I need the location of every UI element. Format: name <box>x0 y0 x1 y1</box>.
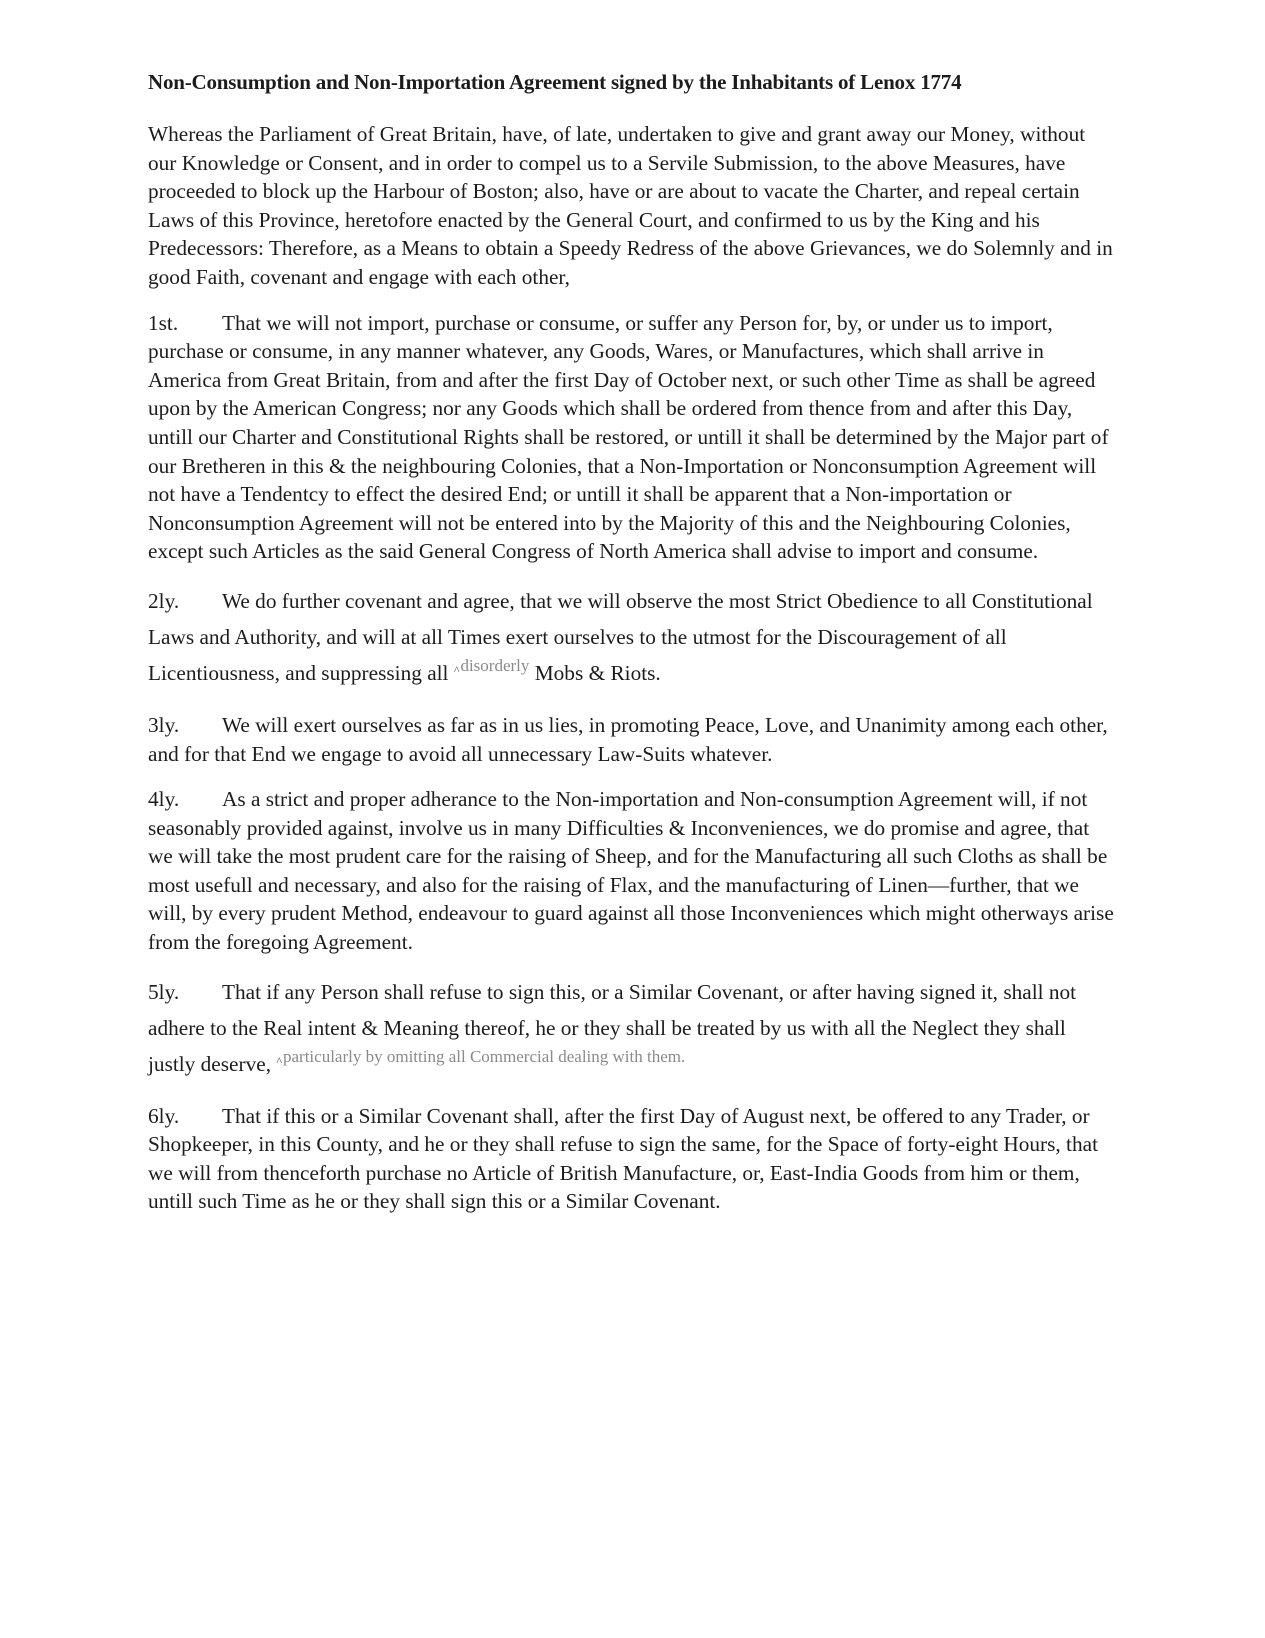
insertion-caret: ^ <box>276 1053 282 1068</box>
article-3 <box>148 711 1118 768</box>
article-text: As a strict and proper adherance to the Non-importation and Non-consumption Agreement will, if not seasonably provided against, involve us in many Difficulties & Inconveniences, we do promise and agree, that we will take the most prudent care for the raising of Sheep, and for the Manufacturing all such Cloths as shall be most usefull and necessary, and also for the raising of Flax, and the manufacturing of Linen—further, that we will, by every prudent Method, endeavour to guard against all those Inconveniences which might otherways arise from the foregoing Agreement. <box>148 787 1114 955</box>
interlinear-insertion: disorderly <box>460 655 530 675</box>
article-text-continued: Mobs & Riots. <box>534 660 661 685</box>
article-number: 1st. <box>148 310 179 335</box>
article-2 <box>148 583 1118 694</box>
preamble-paragraph: Whereas the Parliament of Great Britain, have, of late, undertaken to give and grant away our Money, without our Knowledge or Consent, and in order to compel us to a Servile Submission, to the above Measures, have proceeded to block up the Harbour of Boston; also, have or are about to vacate the Charter, and repeal certain Laws of this Province, heretofore enacted by the General Court, and confirmed to us by the King and his Predecessors: Therefore, as a Means to obtain a Speedy Redress of the above Grievances, we do Solemnly and in good Faith, covenant and engage with each other, <box>148 122 1113 289</box>
article-5 <box>148 974 1118 1085</box>
article-number: 6ly. <box>148 1103 180 1128</box>
document-title: Non-Consumption and Non-Importation Agreement signed by the Inhabitants of Lenox 1774 <box>148 70 962 94</box>
article-number: 4ly. <box>148 787 180 812</box>
article-number: 2ly. <box>148 588 180 613</box>
article-number: 5ly. <box>148 979 180 1004</box>
article-text: We will exert ourselves as far as in us lies, in promoting Peace, Love, and Unanimity among each other, and for that End we engage to avoid all unnecessary Law-Suits whatever. <box>148 712 1108 766</box>
insertion-caret: ^ <box>453 662 460 677</box>
article-text: We do further covenant and agree, that we will observe the most Strict Obedience to all Constitutional Laws and Authority, and will at all Times exert ourselves to the utmost for the Discouragement of all Licentiousness, and suppressing all <box>148 588 1093 685</box>
article-text: That if this or a Similar Covenant shall, after the first Day of August next, be offered to any Trader, or Shopkeeper, in this County, and he or they shall refuse to sign the same, for the Space of forty-eight Hours, that we will from thenceforth purchase no Article of British Manufacture, or, East-India Goods from him or them, untill such Time as he or they shall sign this or a Similar Covenant. <box>148 1103 1098 1214</box>
article-number: 3ly. <box>148 712 180 737</box>
article-4 <box>148 785 1118 957</box>
article-text: That if any Person shall refuse to sign this, or a Similar Covenant, or after having signed it, shall not adhere to the Real intent & Meaning thereof, he or they shall be treated by us with all the Neglect they shall justly deserve, <box>148 979 1077 1076</box>
document-page <box>148 70 1118 1233</box>
article-text: That we will not import, purchase or consume, or suffer any Person for, by, or under us to import, purchase or consume, in any manner whatever, any Goods, Wares, or Manufactures, which shall arrive in America from Great Britain, from and after the first Day of October next, or such other Time as shall be agreed upon by the American Congress; nor any Goods which shall be ordered from thence from and after this Day, untill our Charter and Constitutional Rights shall be restored, or untill it shall be determined by the Major part of our Bretheren in this & the neighbouring Colonies, that a Non-Importation or Nonconsumption Agreement will not have a Tendentcy to effect the desired End; or untill it shall be apparent that a Non-importation or Nonconsumption Agreement will not be entered into by the Majority of this and the Neighbouring Colonies, except such Articles as the said General Congress of North America shall advise to import and consume. <box>148 310 1109 564</box>
interlinear-insertion: particularly by omitting all Commercial dealing with them. <box>283 1046 686 1066</box>
article-6 <box>148 1102 1118 1216</box>
article-1 <box>148 309 1118 566</box>
